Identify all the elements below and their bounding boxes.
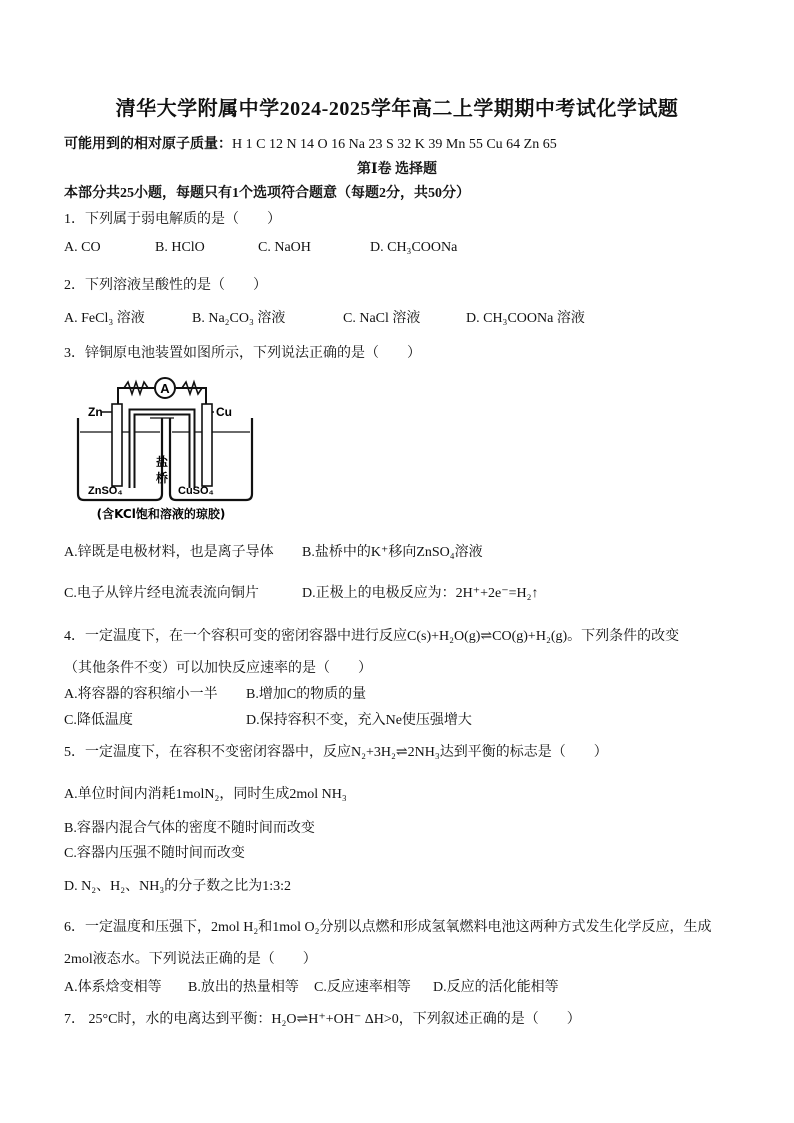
q3-option-c: C.电子从锌片经电流表流向铜片 xyxy=(64,586,259,601)
cu-electrode xyxy=(202,404,212,486)
atomic-masses xyxy=(64,133,557,153)
q6-option-d: D.反应的活化能相等 xyxy=(433,980,559,995)
q6-stem-line1: 6．一定温度和压强下，2mol H₂和1mol O₂分别以点燃和形成氢氧燃料电池这两种方式发生化学反应，生成 xyxy=(64,920,712,935)
atomic-masses-label: 可能用到的相对原子质量： xyxy=(64,137,232,152)
q1-option-a: A. CO xyxy=(64,240,101,255)
q4-option-d: D.保持容积不变，充入Ne使压强增大 xyxy=(246,713,472,728)
section-title: 第Ⅰ卷 选择题 xyxy=(356,162,438,177)
q4-stem-line1: 4．一定温度下，在一个容积可变的密闭容器中进行反应C(s)+H₂O(g)⇌CO(g)+H₂(g)。下列条件的改变 xyxy=(64,629,680,644)
left-solution-label: ZnSO₄ xyxy=(88,485,123,497)
salt-bridge-label-2: 桥 xyxy=(155,471,169,485)
q4-stem-line2: （其他条件不变）可以加快反应速率的是（ ） xyxy=(64,661,372,676)
q5-option-a: A.单位时间内消耗1molN₂，同时生成2mol NH₃ xyxy=(64,787,347,802)
ammeter-label: A xyxy=(160,381,170,396)
q1-option-b: B. HClO xyxy=(155,240,205,255)
q6-option-a: A.体系焓变相等 xyxy=(64,980,162,995)
q5-stem: 5．一定温度下，在容积不变密闭容器中，反应N₂+3H₂⇌2NH₃达到平衡的标志是（ ） xyxy=(64,745,608,760)
q2-option-a: A. FeCl₃ 溶液 xyxy=(64,311,145,326)
q1-stem: 1．下列属于弱电解质的是（ ） xyxy=(64,212,281,227)
q6-option-c: C.反应速率相等 xyxy=(314,980,411,995)
q2-option-d: D. CH₃COONa 溶液 xyxy=(466,311,585,326)
right-solution-label: CuSO₄ xyxy=(178,485,214,497)
q3-option-b: B.盐桥中的K⁺移向ZnSO₄溶液 xyxy=(302,545,483,560)
q4-option-a: A.将容器的容积缩小一半 xyxy=(64,687,218,702)
q1-option-d: D. CH₃COONa xyxy=(370,240,458,255)
q5-option-b: B.容器内混合气体的密度不随时间而改变 xyxy=(64,821,315,836)
salt-bridge-label-1: 盐 xyxy=(155,455,169,469)
page-title: 清华大学附属中学2024-2025学年高二上学期期中考试化学试题 xyxy=(115,98,679,120)
q4-option-c: C.降低温度 xyxy=(64,713,133,728)
q5-option-d: D. N₂、H₂、NH₃的分子数之比为1:3:2 xyxy=(64,879,291,894)
figure-caption: (含KCl饱和溶液的琼胶) xyxy=(96,507,226,521)
q7-stem: 7． 25°C时，水的电离达到平衡：H₂O⇌H⁺+OH⁻ ΔH>0，下列叙述正确的是（ ） xyxy=(64,1012,581,1027)
q6-option-b: B.放出的热量相等 xyxy=(188,980,299,995)
wire-left xyxy=(118,388,154,404)
q2-option-b: B. Na₂CO₃ 溶液 xyxy=(192,311,286,326)
instructions: 本部分共25小题，每题只有1个选项符合题意（每题2分，共50分） xyxy=(64,186,470,201)
q2-stem: 2．下列溶液呈酸性的是（ ） xyxy=(64,278,267,293)
q5-option-c: C.容器内压强不随时间而改变 xyxy=(64,846,245,861)
q6-stem-line2: 2mol液态水。下列说法正确的是（ ） xyxy=(64,952,317,967)
q3-option-a: A.锌既是电极材料，也是离子导体 xyxy=(64,545,274,560)
q3-option-d: D.正极上的电极反应为：2H⁺+2e⁻=H₂↑ xyxy=(302,586,539,601)
q1-option-c: C. NaOH xyxy=(258,240,311,255)
q4-option-b: B.增加C的物质的量 xyxy=(246,687,367,702)
q2-option-c: C. NaCl 溶液 xyxy=(343,311,421,326)
atomic-masses-values: H 1 C 12 N 14 O 16 Na 23 S 32 K 39 Mn 55 Cu 64 Zn 65 xyxy=(232,137,557,152)
galvanic-cell-figure xyxy=(66,366,256,526)
cu-label: Cu xyxy=(216,405,232,419)
q3-stem: 3．锌铜原电池装置如图所示，下列说法正确的是（ ） xyxy=(64,346,421,361)
zn-label: Zn xyxy=(88,405,103,419)
zn-electrode xyxy=(112,404,122,486)
